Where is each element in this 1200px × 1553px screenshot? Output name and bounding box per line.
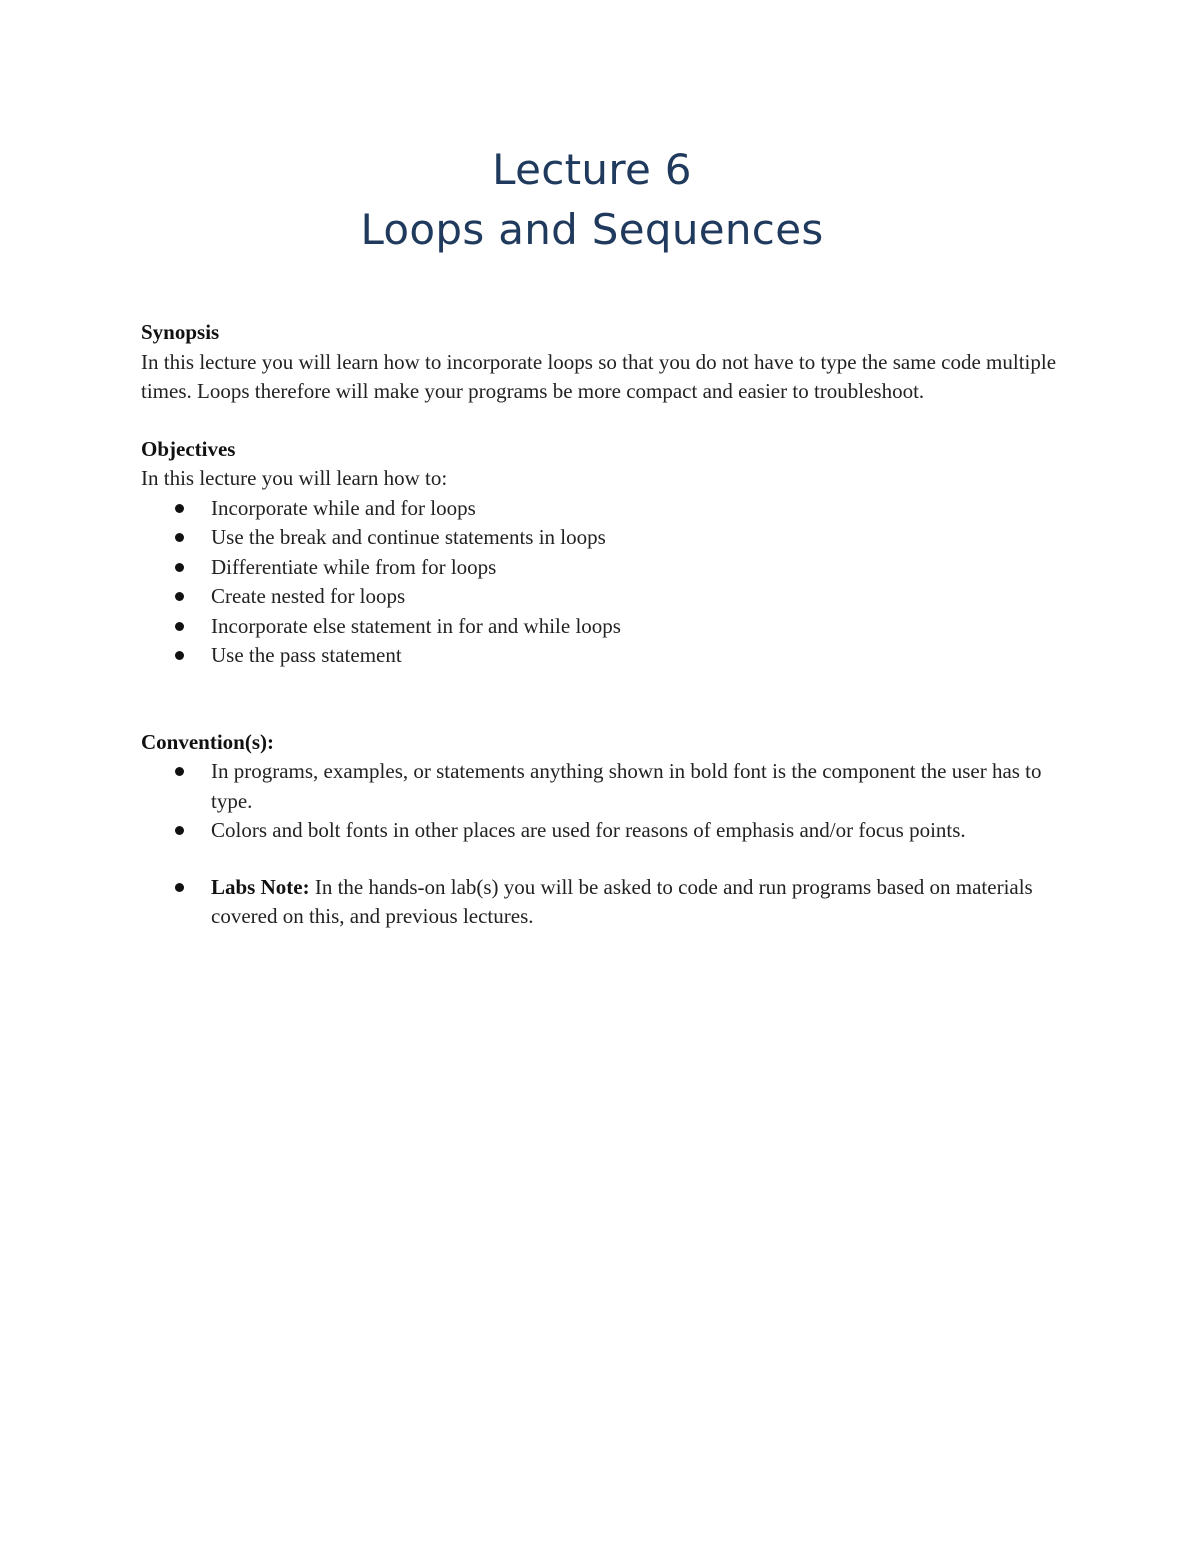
synopsis-heading: Synopsis bbox=[141, 320, 220, 344]
list-item: Use the pass statement bbox=[141, 641, 1066, 671]
synopsis-section bbox=[141, 318, 1066, 407]
title-lecture-number: Lecture 6 bbox=[492, 145, 692, 194]
conventions-heading: Convention(s): bbox=[141, 729, 275, 754]
bullet-icon bbox=[175, 826, 184, 835]
objectives-list bbox=[141, 494, 1066, 671]
objectives-heading: Objectives bbox=[141, 436, 236, 461]
objectives-section bbox=[141, 435, 1066, 671]
document-title bbox=[0, 140, 1184, 260]
bullet-icon bbox=[175, 883, 184, 892]
list-item: Use the break and continue statements in loops bbox=[141, 523, 1066, 553]
labs-note-text: In the hands-on lab(s) you will be asked to code and run programs based on materials covered on this, and previous lectures. bbox=[211, 874, 1033, 928]
conventions-list bbox=[141, 757, 1066, 846]
bullet-icon bbox=[175, 651, 184, 660]
bullet-icon bbox=[175, 504, 184, 513]
bullet-icon bbox=[175, 622, 184, 631]
labs-note-list bbox=[141, 873, 1066, 932]
objectives-intro: In this lecture you will learn how to: bbox=[141, 466, 448, 490]
list-item: Differentiate while from for loops bbox=[141, 553, 1066, 583]
conventions-section bbox=[141, 728, 1066, 932]
document-body bbox=[141, 318, 1066, 932]
labs-note-label: Labs Note: bbox=[211, 874, 310, 899]
list-item: Incorporate while and for loops bbox=[141, 494, 1066, 524]
bullet-icon bbox=[175, 592, 184, 601]
labs-note-item bbox=[141, 873, 1066, 932]
bullet-icon bbox=[175, 533, 184, 542]
synopsis-text: In this lecture you will learn how to incorporate loops so that you do not have to type the same code multiple times. Loops therefore will make your programs be more compact and easier to troubleshoot. bbox=[141, 349, 1057, 403]
bullet-icon bbox=[175, 563, 184, 572]
list-item: Create nested for loops bbox=[141, 582, 1066, 612]
list-item: In programs, examples, or statements anything shown in bold font is the component the user has to type. bbox=[141, 757, 1066, 816]
title-topic: Loops and Sequences bbox=[360, 205, 824, 254]
list-item: Incorporate else statement in for and while loops bbox=[141, 612, 1066, 642]
bullet-icon bbox=[175, 767, 184, 776]
list-item: Colors and bolt fonts in other places are used for reasons of emphasis and/or focus points. bbox=[141, 816, 1066, 846]
